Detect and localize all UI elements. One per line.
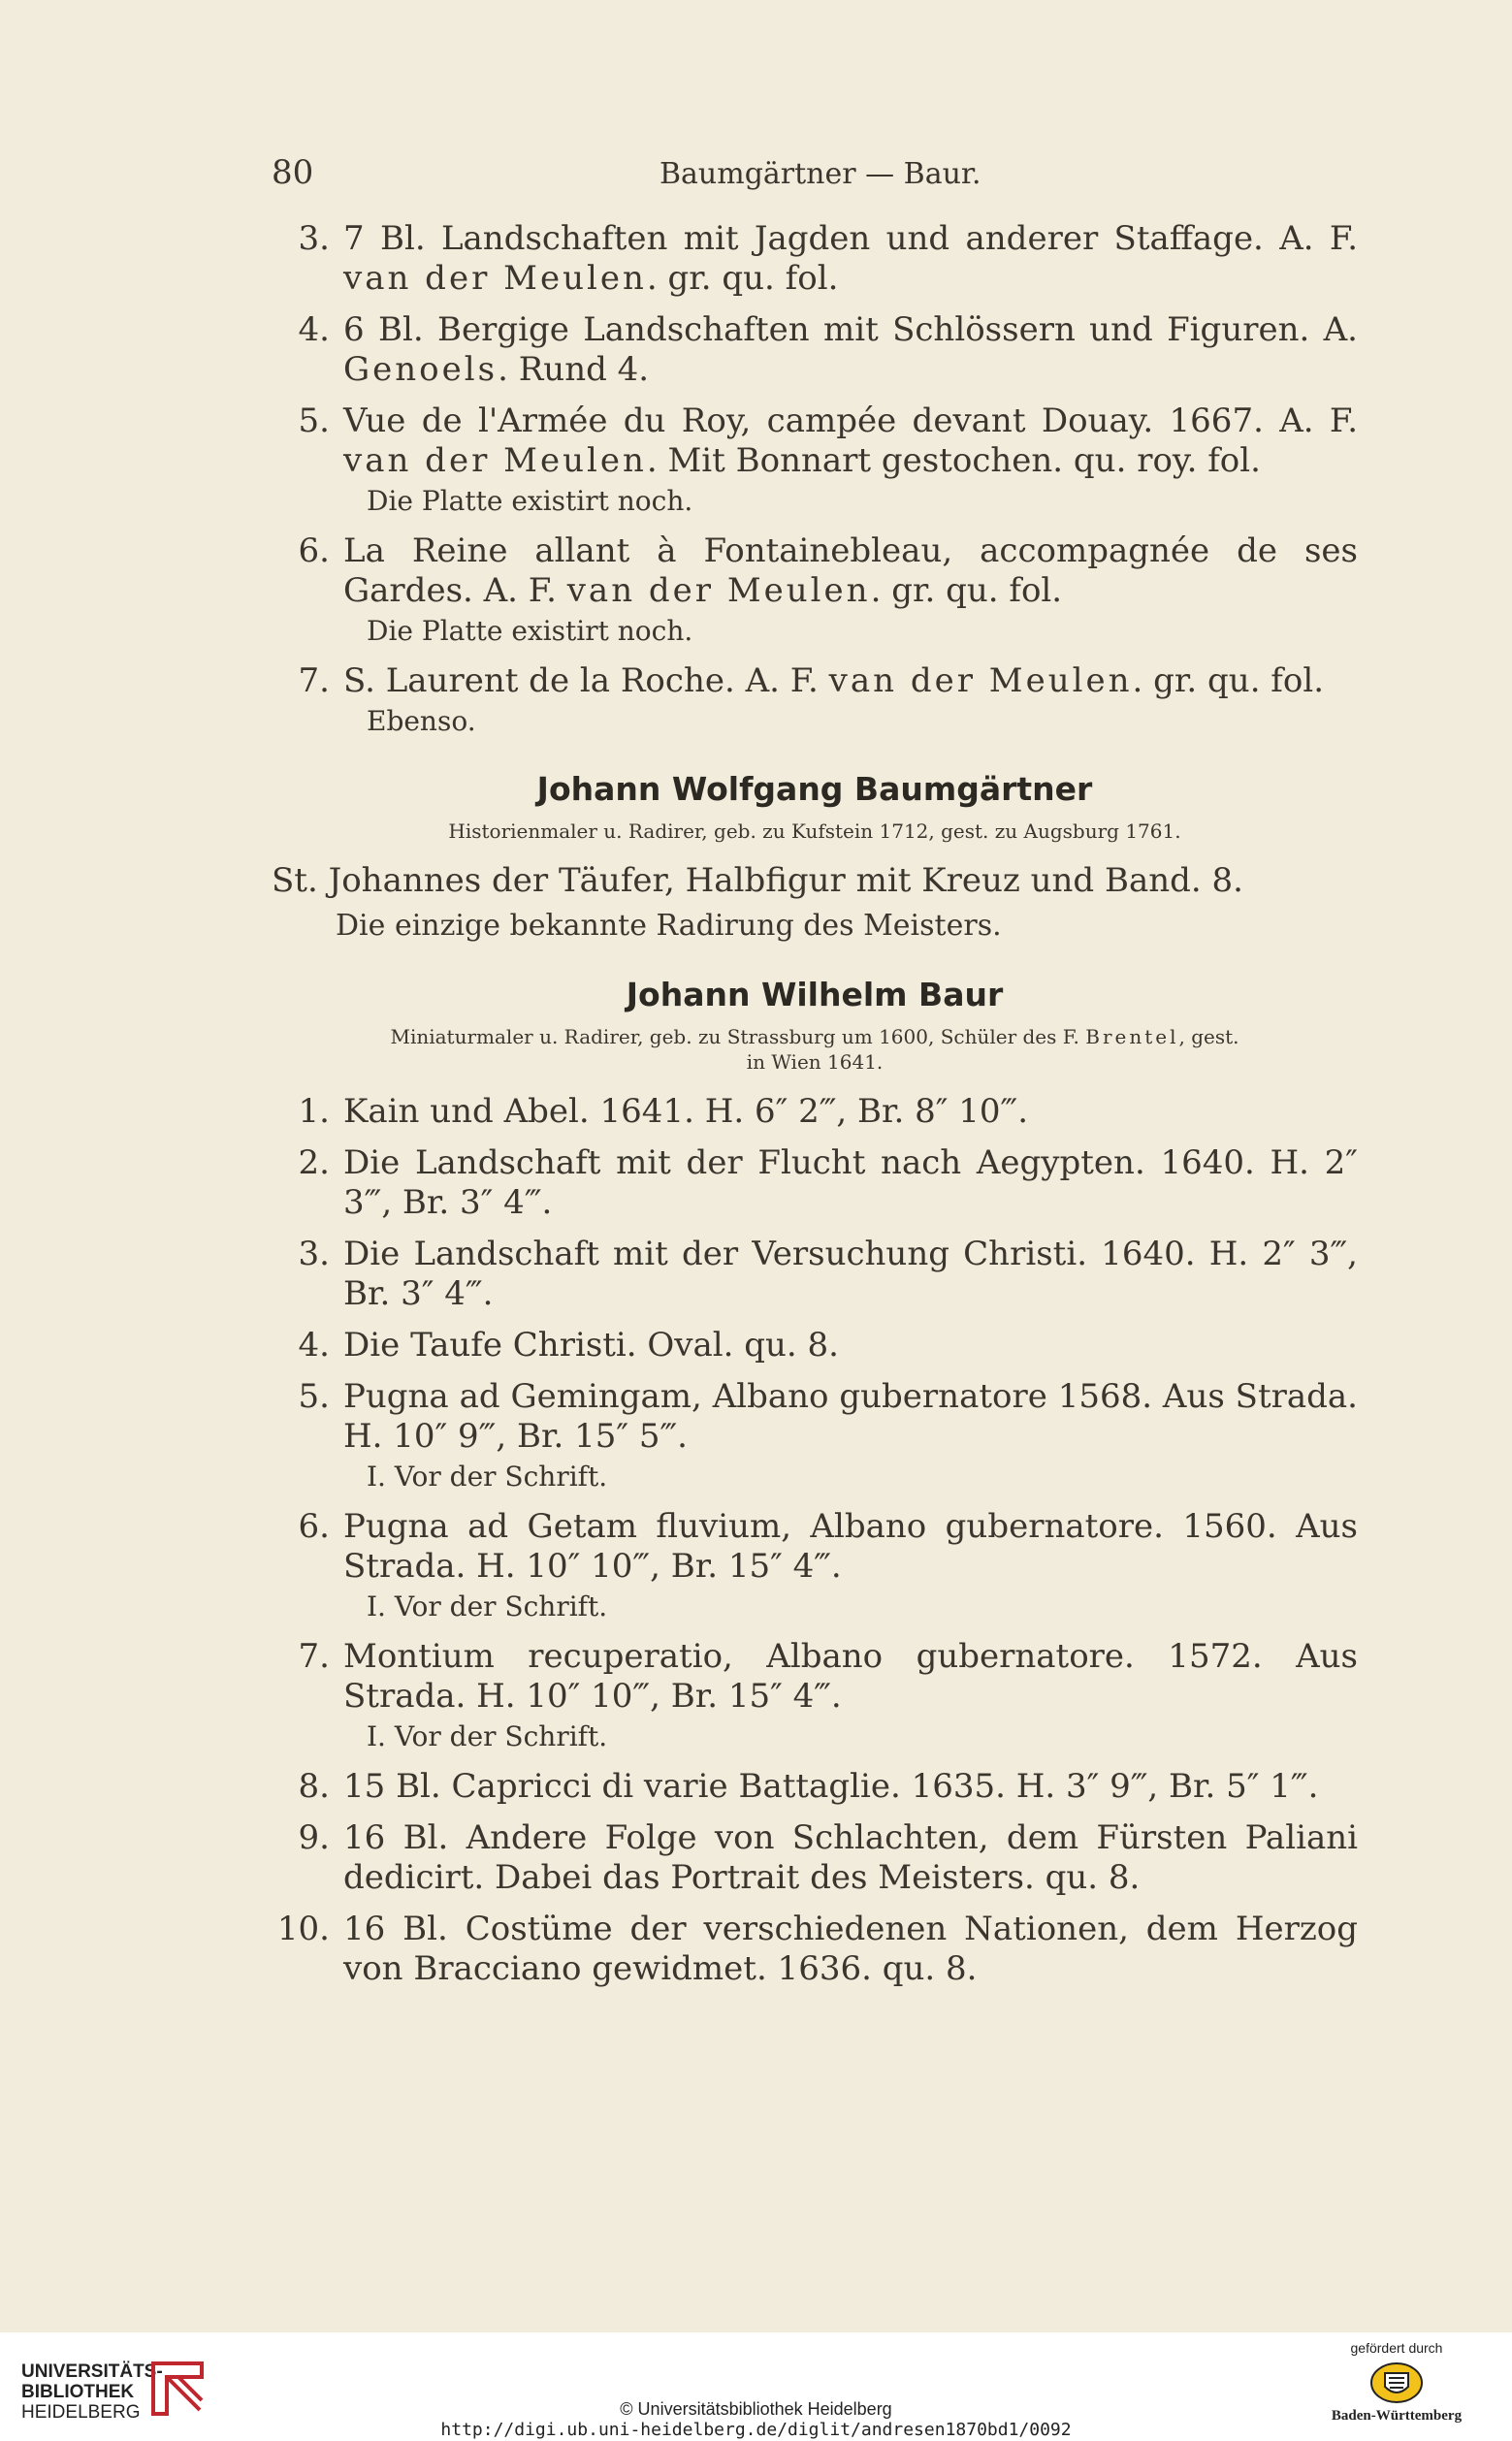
entry-number: 6. <box>298 1507 330 1546</box>
catalogue-entry <box>272 1818 1358 1898</box>
baumgaertner-single-entry: St. Johannes der Täufer, Halbfigur mit Kreuz und Band. 8. <box>272 861 1243 900</box>
entry-number: 2. <box>298 1143 330 1182</box>
coat-of-arms-icon <box>1368 2361 1425 2404</box>
footer-bar <box>0 2332 1512 2441</box>
entry-number: 7. <box>298 661 330 700</box>
catalogue-entry <box>272 1507 1358 1625</box>
entry-number: 10. <box>276 1910 330 1948</box>
entry-text: Montium recuperatio, Albano gubernatore. 1572. Aus Strada. H. 10″ 10‴, Br. 15″ 4‴. <box>343 1637 1358 1716</box>
entry-number: 5. <box>298 401 330 440</box>
page-number: 80 <box>272 153 314 192</box>
entry-note: Die Platte existirt noch. <box>367 485 693 517</box>
entry-text: Die Landschaft mit der Versuchung Christi. 1640. H. 2″ 3‴, Br. 3″ 4‴. <box>343 1235 1358 1313</box>
entry-text: 6 Bl. Bergige Landschaften mit Schlössern und Figuren. A. Genoels. Rund 4. <box>343 310 1358 389</box>
library-name-line3: HEIDELBERG <box>21 2402 141 2423</box>
artist-heading-baumgaertner: Johann Wolfgang Baumgärtner <box>536 770 1093 808</box>
entry-number: 4. <box>298 1326 330 1365</box>
entry-note: I. Vor der Schrift. <box>367 1590 608 1622</box>
catalogue-entry <box>272 1235 1358 1314</box>
entry-text: 7 Bl. Landschaften mit Jagden und anderer Staffage. A. F. van der Meulen. gr. qu. fol. <box>343 219 1358 298</box>
entry-text: 16 Bl. Andere Folge von Schlachten, dem Fürsten Paliani dedicirt. Dabei das Portrait des Meisters. qu. 8. <box>343 1818 1358 1897</box>
catalogue-entry <box>272 401 1358 520</box>
catalogue-entry <box>272 219 1358 299</box>
catalogue-entry <box>272 1637 1358 1755</box>
entry-text: Kain und Abel. 1641. H. 6″ 2‴, Br. 8″ 10‴. <box>343 1092 1029 1131</box>
artist-heading-baur: Johann Wilhelm Baur <box>626 976 1004 1013</box>
entry-number: 8. <box>298 1767 330 1806</box>
entry-number: 4. <box>298 310 330 349</box>
entry-note: I. Vor der Schrift. <box>367 1720 608 1752</box>
page-content <box>272 219 1358 2001</box>
entry-number: 7. <box>298 1637 330 1676</box>
catalogue-entry <box>272 1326 1358 1365</box>
permalink-url[interactable]: http://digi.ub.uni-heidelberg.de/diglit/andresen1870bd1/0092 <box>440 2420 1072 2440</box>
copyright-block <box>0 2399 1512 2440</box>
funder-name: Baden-Württemberg <box>1331 2408 1463 2424</box>
entry-text: Pugna ad Getam fluvium, Albano gubernatore. 1560. Aus Strada. H. 10″ 10‴, Br. 15″ 4‴. <box>343 1507 1358 1586</box>
library-name-line1: UNIVERSITÄTS- <box>21 2361 163 2382</box>
entry-text: Vue de l'Armée du Roy, campée devant Douay. 1667. A. F. van der Meulen. Mit Bonnart gestochen. qu. roy. fol. <box>343 401 1358 480</box>
library-name-line2: BIBLIOTHEK <box>21 2382 135 2402</box>
entry-number: 1. <box>298 1092 330 1131</box>
entry-note: Die Platte existirt noch. <box>367 615 693 647</box>
catalogue-entry <box>272 661 1358 740</box>
catalogue-entry <box>272 310 1358 390</box>
artist-bio-baumgaertner: Historienmaler u. Radirer, geb. zu Kufstein 1712, gest. zu Augsburg 1761. <box>448 819 1181 843</box>
catalogue-entry <box>272 1143 1358 1223</box>
catalogue-entry <box>272 1092 1358 1132</box>
funder-block <box>1314 2340 1479 2425</box>
funded-by-label: gefördert durch <box>1350 2340 1443 2356</box>
entry-text: 16 Bl. Costüme der verschiedenen Nationen, dem Herzog von Bracciano gewidmet. 1636. qu. 8. <box>343 1910 1358 1988</box>
artist-bio-baur: Miniaturmaler u. Radirer, geb. zu Strassburg um 1600, Schüler des F. Brentel, gest. in Wien 1641. <box>390 1025 1239 1074</box>
entry-text: Pugna ad Gemingam, Albano gubernatore 1568. Aus Strada. H. 10″ 9‴, Br. 15″ 5‴. <box>343 1377 1358 1456</box>
entry-note: Ebenso. <box>367 705 476 737</box>
page-header <box>272 153 1358 202</box>
entry-text: S. Laurent de la Roche. A. F. van der Meulen. gr. qu. fol. <box>343 661 1325 700</box>
catalogue-entry <box>272 1767 1358 1807</box>
entry-number: 9. <box>298 1818 330 1857</box>
catalogue-entry <box>272 1377 1358 1495</box>
entry-text: Die Landschaft mit der Flucht nach Aegypten. 1640. H. 2″ 3‴, Br. 3″ 4‴. <box>343 1143 1358 1222</box>
entry-number: 5. <box>298 1377 330 1416</box>
catalogue-entry <box>272 1910 1358 1989</box>
baur-entry-list <box>272 1092 1358 1989</box>
entry-number: 3. <box>298 219 330 258</box>
catalogue-entry <box>272 531 1358 650</box>
entry-text: 15 Bl. Capricci di varie Battaglie. 1635. H. 3″ 9‴, Br. 5″ 1‴. <box>343 1767 1319 1806</box>
running-head: Baumgärtner — Baur. <box>659 157 981 191</box>
entry-note: I. Vor der Schrift. <box>367 1461 608 1493</box>
copyright-text: © Universitätsbibliothek Heidelberg <box>620 2399 892 2419</box>
entry-text: La Reine allant à Fontainebleau, accompagnée de ses Gardes. A. F. van der Meulen. gr. qu. fol. <box>343 531 1358 610</box>
baumgaertner-entry-note: Die einzige bekannte Radirung des Meisters. <box>336 909 1002 943</box>
entry-number: 6. <box>298 531 330 570</box>
entry-text: Die Taufe Christi. Oval. qu. 8. <box>343 1326 839 1365</box>
baumgaertner-entry-list <box>272 219 1358 740</box>
entry-number: 3. <box>298 1235 330 1273</box>
